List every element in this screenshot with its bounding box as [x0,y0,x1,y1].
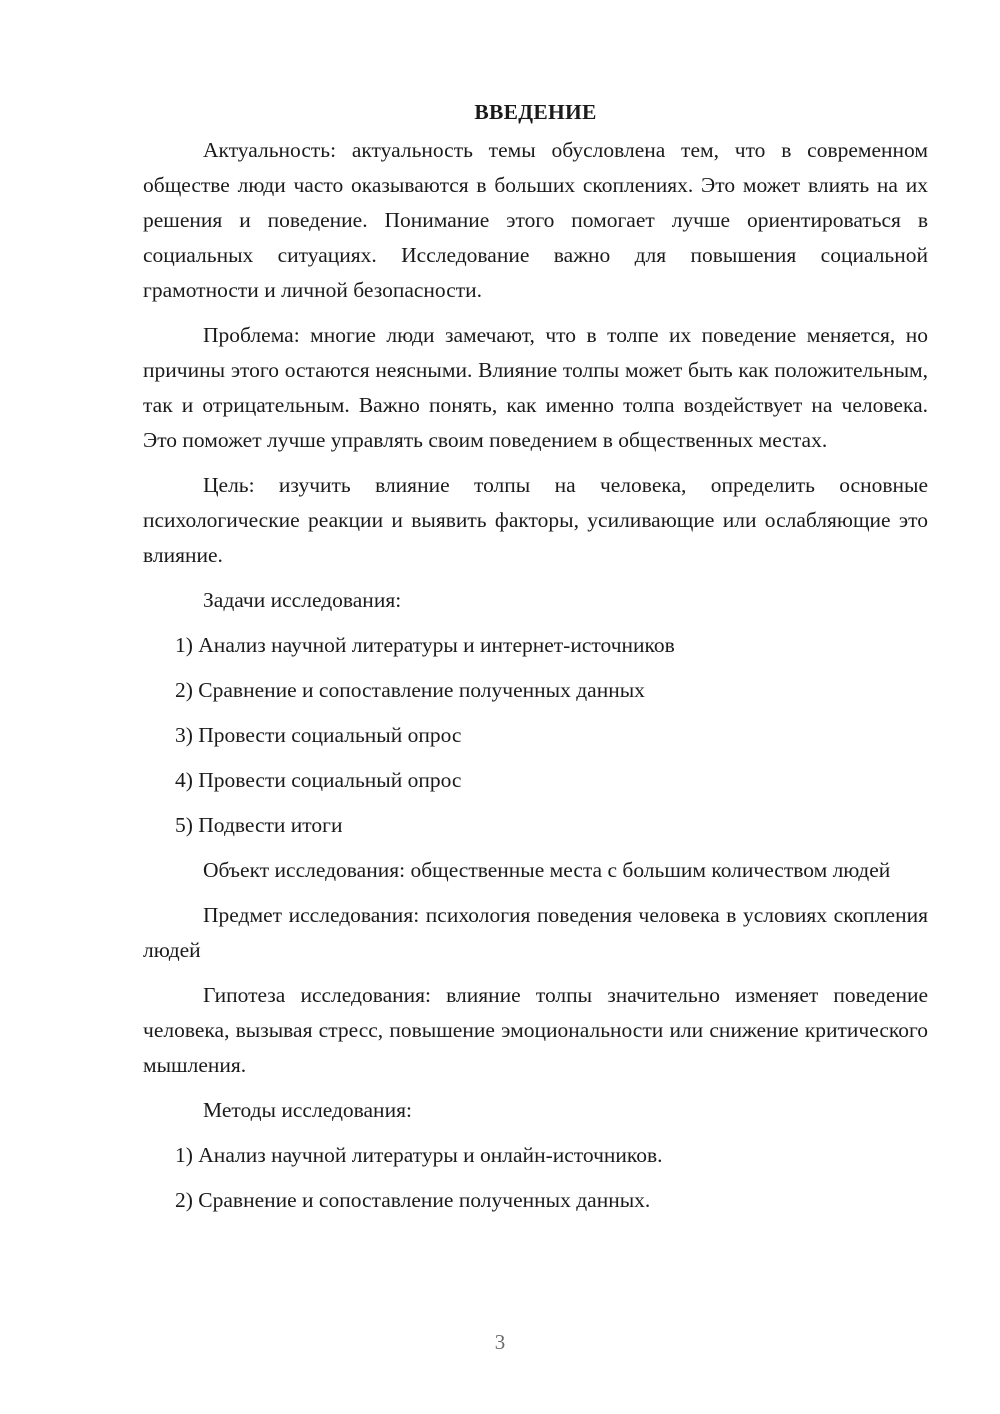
section-title: ВВЕДЕНИЕ [474,100,597,124]
task-item: 1) Анализ научной литературы и интернет-источников [175,633,675,657]
hypothesis-paragraph: Гипотеза исследования: влияние толпы значительно изменяет поведение человека, вызывая стресс, повышение эмоциональности или снижение критического мышления. [143,983,928,1077]
task-item: 4) Провести социальный опрос [175,768,462,792]
subject-paragraph: Предмет исследования: психология поведения человека в условиях скопления людей [143,903,928,962]
problem-paragraph: Проблема: многие люди замечают, что в толпе их поведение меняется, но причины этого остаются неясными. Влияние толпы может быть как положительным, так и отрицательным. Важно понять, как именно толпа воздействует на человека. Это поможет лучше управлять своим поведением в общественных местах. [143,323,928,452]
task-item: 2) Сравнение и сопоставление полученных данных [175,678,645,702]
task-item: 3) Провести социальный опрос [175,723,462,747]
object-paragraph: Объект исследования: общественные места с большим количеством людей [203,858,891,882]
methods-heading: Методы исследования: [203,1098,412,1122]
method-item: 2) Сравнение и сопоставление полученных данных. [175,1188,651,1212]
page-number: 3 [494,1330,506,1354]
method-item: 1) Анализ научной литературы и онлайн-источников. [175,1143,663,1167]
page-content [143,97,928,1228]
tasks-heading: Задачи исследования: [203,588,402,612]
task-item: 5) Подвести итоги [175,813,343,837]
relevance-paragraph: Актуальность: актуальность темы обусловлена тем, что в современном обществе люди часто оказываются в больших скоплениях. Это может влиять на их решения и поведение. Понимание этого помогает лучше ориентироваться в социальных ситуациях. Исследование важно для повышения социальной грамотности и личной безопасности. [143,138,928,302]
goal-paragraph: Цель: изучить влияние толпы на человека, определить основные психологические реакции и выявить факторы, усиливающие или ослабляющие это влияние. [143,473,928,567]
